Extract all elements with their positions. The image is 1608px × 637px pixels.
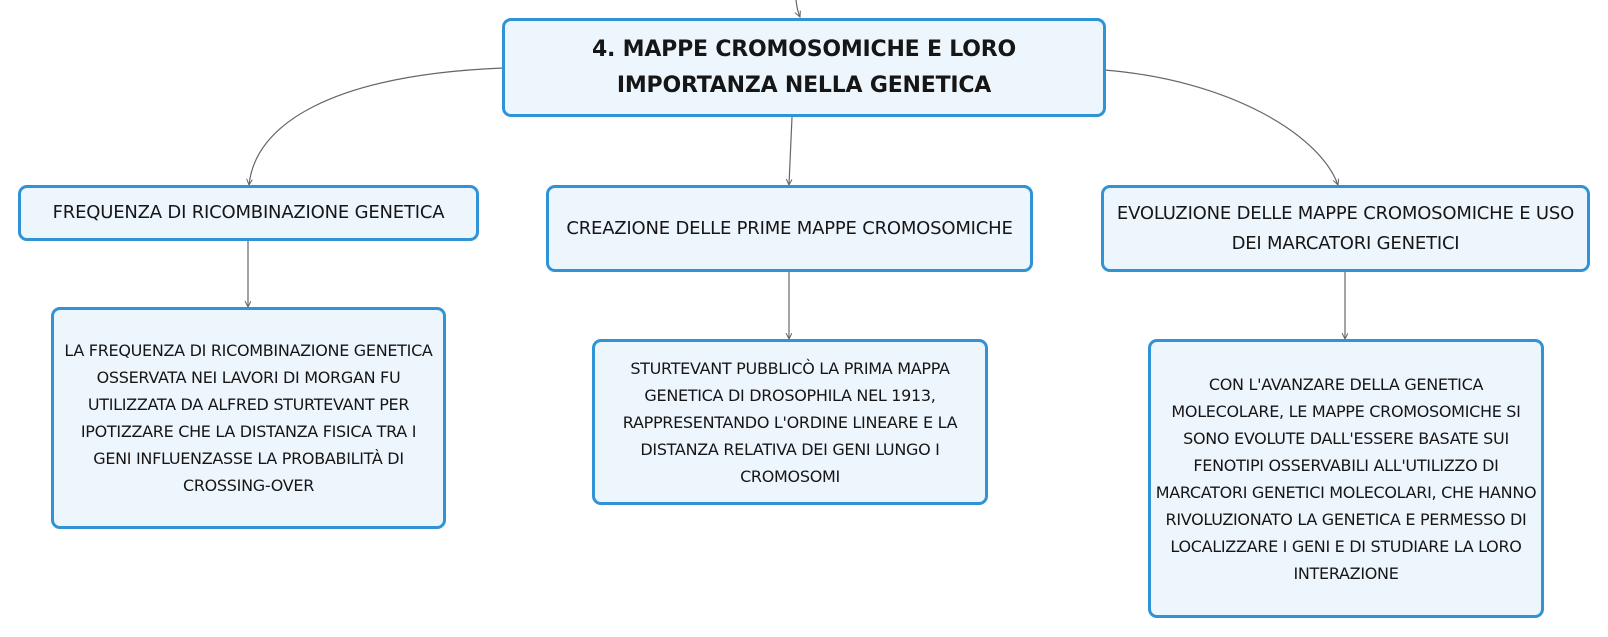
connector-root-to-branch-3 [1104,70,1338,185]
subtopic-frequenza-detail[interactable] [51,307,446,529]
root-topic-label: 4. MAPPE CROMOSOMICHE E LORO IMPORTANZA NELLA GENETICA [591,36,1017,98]
subtopic-evoluzione-detail[interactable] [1148,339,1544,618]
connector-root-to-branch-1 [249,68,503,185]
subtopic-text: LA FREQUENZA DI RICOMBINAZIONE GENETICA OSSERVATA NEI LAVORI DI MORGAN FU UTILIZZATA DA ALFRED STURTEVANT PER IPOTIZZARE CHE LA DISTANZA FISICA TRA I GENI INFLUENZASSE LA PROBABILITÀ DI CROSSING-OVER [64,341,433,495]
subtopic-text: STURTEVANT PUBBLICÒ LA PRIMA MAPPA GENETICA DI DROSOPHILA NEL 1913, RAPPRESENTANDO L'ORDINE LINEARE E LA DISTANZA RELATIVA DEI GENI LUNGO I CROMOSOMI [622,358,958,486]
connector-incoming-root [796,0,800,17]
subtopic-text: CON L'AVANZARE DELLA GENETICA MOLECOLARE, LE MAPPE CROMOSOMICHE SI SONO EVOLUTE DALL'ESSERE BASATE SUI FENOTIPI OSSERVABILI ALL'UTILIZZO DI MARCATORI GENETICI MOLECOLARI, CHE HANNO RIVOLUZIONATO LA GENETICA E PERMESSO DI LOCALIZZARE I GENI E DI STUDIARE LA LORO INTERAZIONE [1155,374,1537,583]
connector-root-to-branch-2 [789,117,792,185]
topic-label: EVOLUZIONE DELLE MAPPE CROMOSOMICHE E USO DEI MARCATORI GENETICI [1116,202,1575,254]
topic-creazione-mappe[interactable] [546,185,1033,272]
subtopic-creazione-detail[interactable] [592,339,988,505]
topic-label: CREAZIONE DELLE PRIME MAPPE CROMOSOMICHE [566,217,1013,239]
topic-frequenza-ricombinazione[interactable] [18,185,479,241]
topic-evoluzione-mappe[interactable] [1101,185,1590,272]
topic-label: FREQUENZA DI RICOMBINAZIONE GENETICA [52,202,445,223]
root-topic[interactable] [502,18,1106,117]
